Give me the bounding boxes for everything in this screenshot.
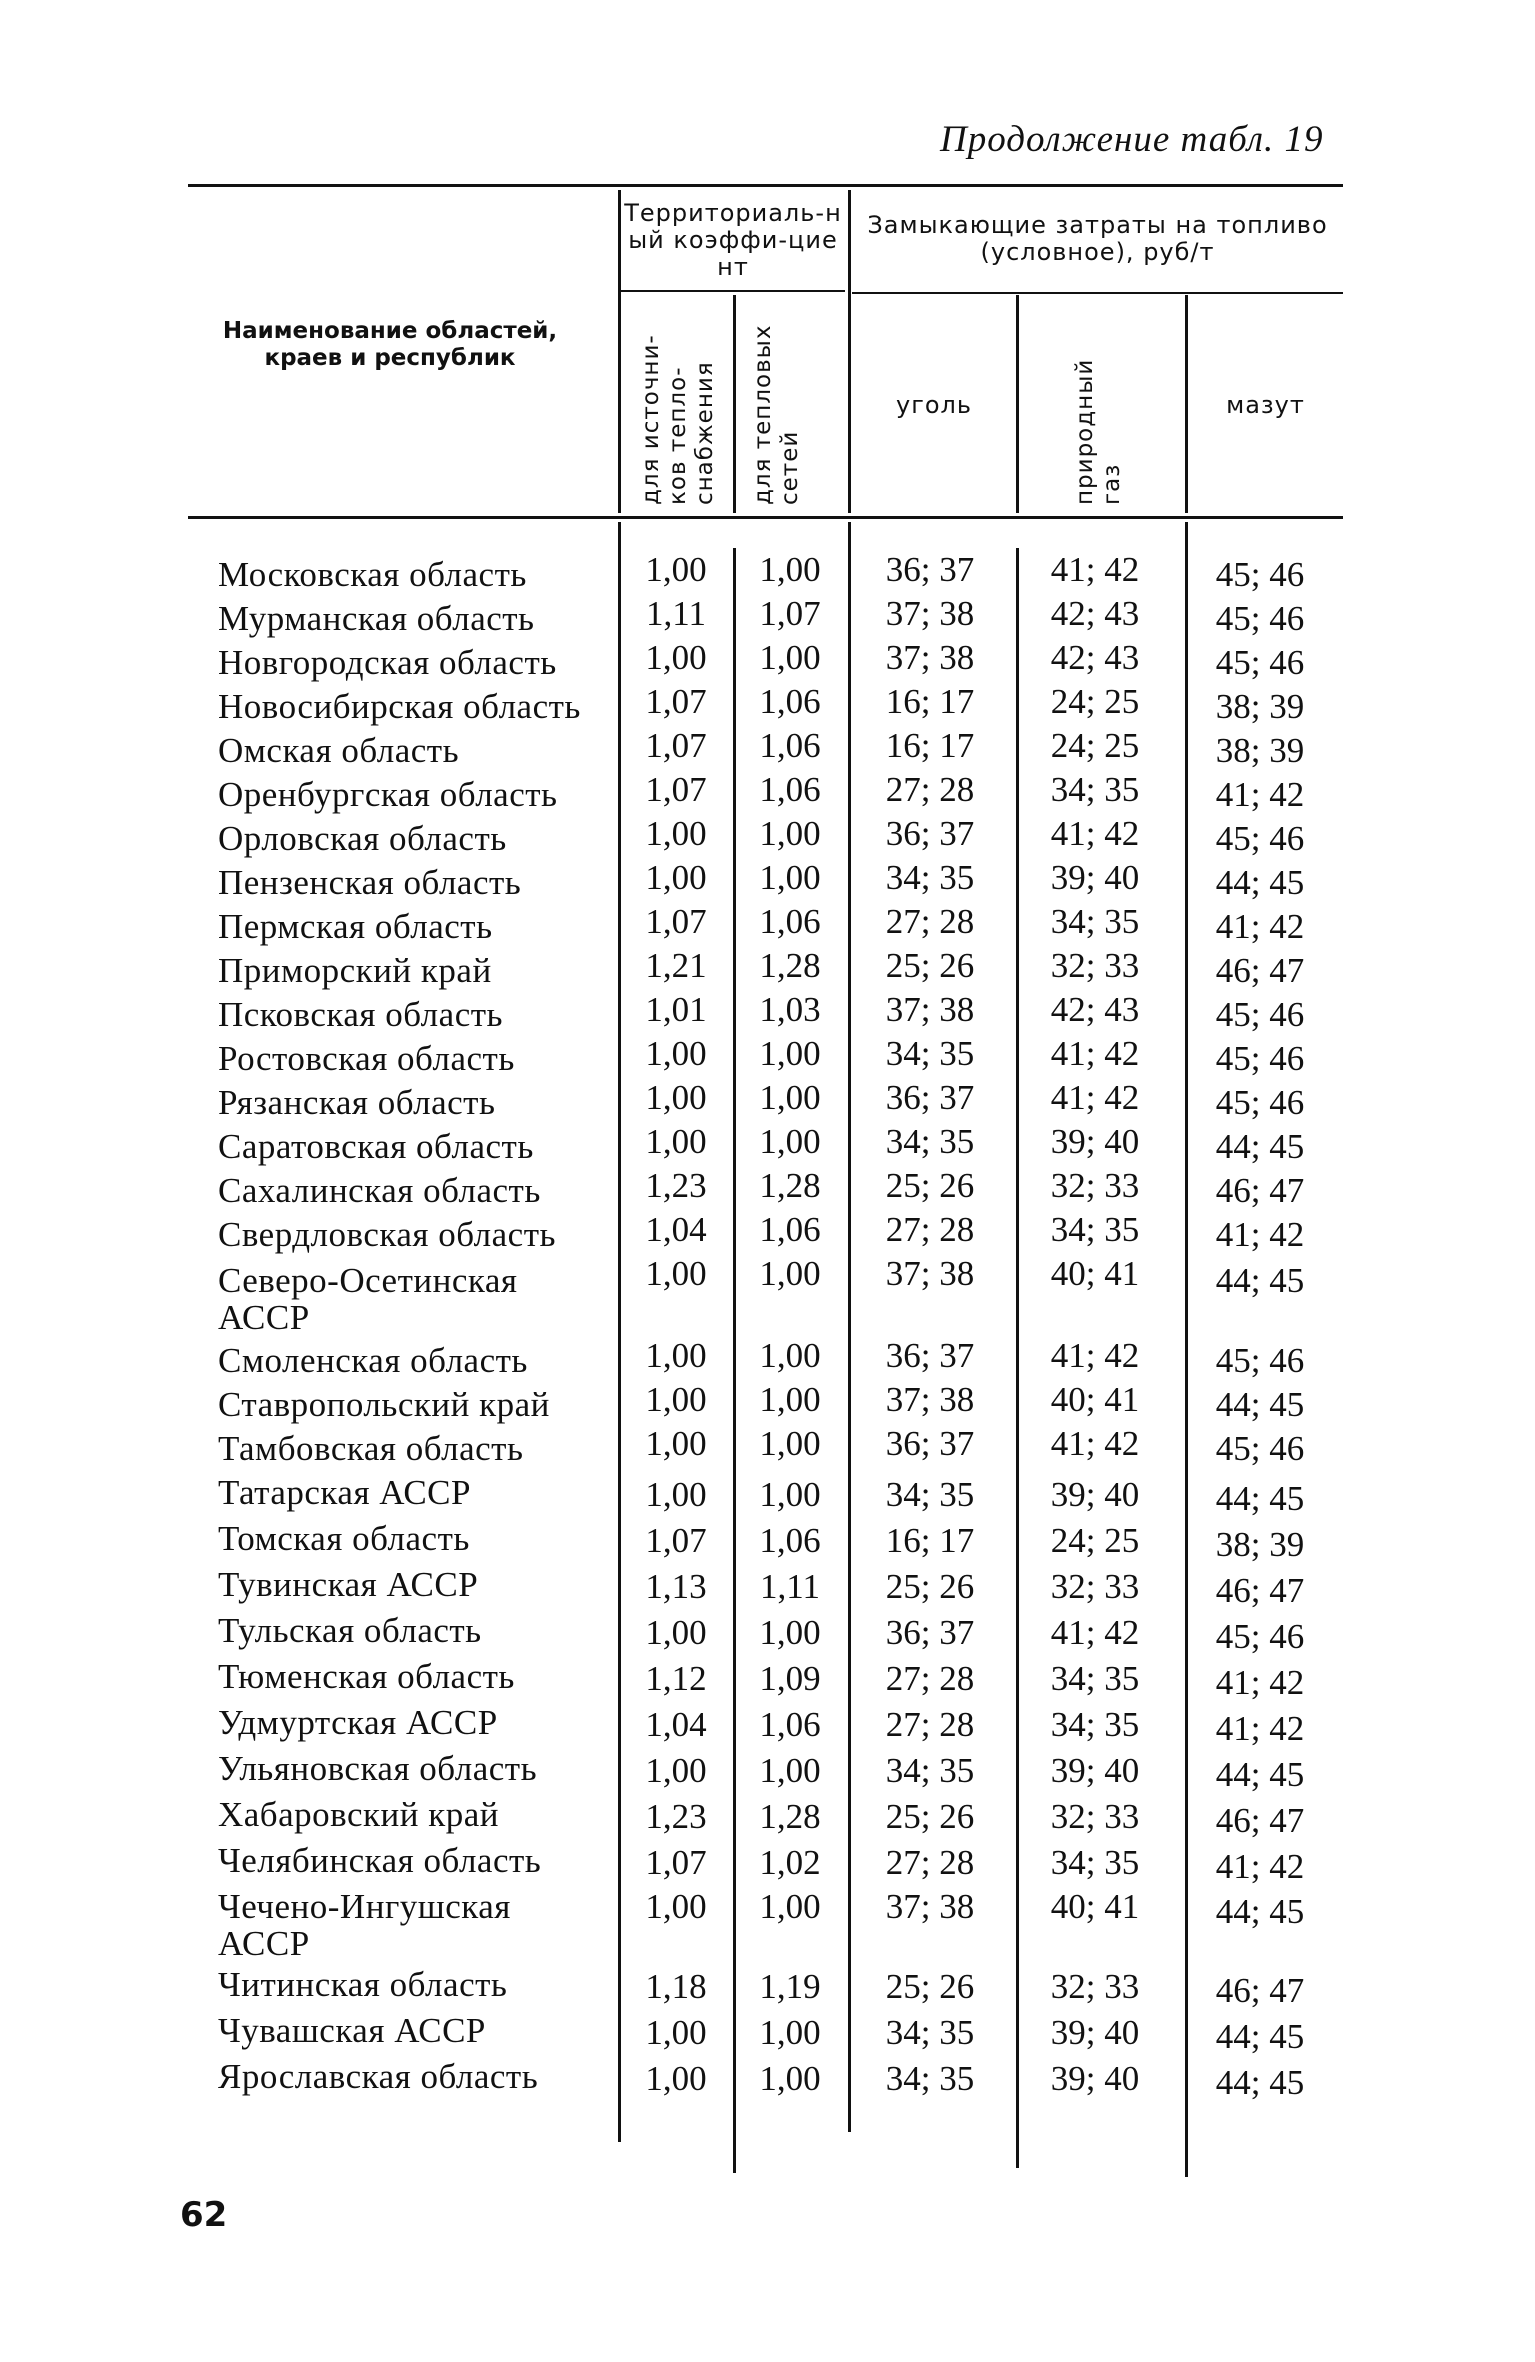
fuel-oil-cost: 38; 39	[1215, 731, 1305, 770]
fuel-oil-cost: 45; 46	[1215, 599, 1305, 638]
coal-cost: 27; 28	[885, 1210, 975, 1249]
fuel-oil-cost: 44; 45	[1215, 1755, 1305, 1794]
region-name: Ярославская область	[218, 2057, 539, 2096]
gas-cost: 34; 35	[1050, 1210, 1140, 1249]
coal-cost: 27; 28	[885, 1659, 975, 1698]
coef-networks: 1,00	[759, 858, 821, 897]
coef-networks: 1,09	[759, 1659, 821, 1698]
coef-sources: 1,21	[645, 946, 707, 985]
coef-sources: 1,00	[645, 1336, 707, 1375]
coef-sources: 1,23	[645, 1797, 707, 1836]
coef-networks: 1,06	[759, 902, 821, 941]
coef-networks: 1,19	[759, 1967, 821, 2006]
body-vline-4	[1016, 548, 1019, 2168]
coef-sources: 1,23	[645, 1166, 707, 1205]
coef-sources: 1,07	[645, 770, 707, 809]
coef-networks: 1,00	[759, 814, 821, 853]
coef-networks: 1,00	[759, 1751, 821, 1790]
fuel-oil-cost: 44; 45	[1215, 863, 1305, 902]
region-name: Омская область	[218, 731, 460, 770]
coef-sources: 1,00	[645, 1078, 707, 1117]
header-fuel-oil: мазут	[1226, 391, 1305, 419]
coal-cost: 27; 28	[885, 1843, 975, 1882]
region-name: Хабаровский край	[218, 1795, 499, 1834]
coef-sources: 1,00	[645, 1254, 707, 1293]
coal-cost: 16; 17	[885, 726, 975, 765]
header-name-col: Наименование областей, краев и республик	[222, 318, 558, 371]
coef-networks: 1,00	[759, 2059, 821, 2098]
coef-sources: 1,04	[645, 1705, 707, 1744]
coef-sources: 1,00	[645, 1424, 707, 1463]
coef-sources: 1,18	[645, 1967, 707, 2006]
fuel-oil-cost: 41; 42	[1215, 1215, 1305, 1254]
gas-cost: 41; 42	[1050, 550, 1140, 589]
coal-cost: 27; 28	[885, 902, 975, 941]
gas-cost: 42; 43	[1050, 594, 1140, 633]
gas-cost: 40; 41	[1050, 1887, 1140, 1926]
header-costs-group: Замыкающие затраты на топливо (условное), руб/т	[867, 211, 1328, 266]
region-name: Московская область	[218, 555, 527, 594]
region-name: Саратовская область	[218, 1127, 534, 1166]
coef-networks: 1,00	[759, 1475, 821, 1514]
coef-networks: 1,07	[759, 594, 821, 633]
region-name: Новгородская область	[218, 643, 557, 682]
coef-networks: 1,03	[759, 990, 821, 1029]
fuel-oil-cost: 44; 45	[1215, 2063, 1305, 2102]
coef-networks: 1,06	[759, 682, 821, 721]
region-name: Северо-Осетинская АССР	[218, 1261, 518, 1337]
gas-cost: 39; 40	[1050, 2059, 1140, 2098]
coef-sources: 1,00	[645, 1380, 707, 1419]
gas-cost: 34; 35	[1050, 1843, 1140, 1882]
gas-cost: 41; 42	[1050, 1078, 1140, 1117]
region-name: Челябинская область	[218, 1841, 542, 1880]
fuel-oil-cost: 44; 45	[1215, 1892, 1305, 1931]
coal-cost: 34; 35	[885, 858, 975, 897]
region-name: Приморский край	[218, 951, 492, 990]
gas-cost: 32; 33	[1050, 1567, 1140, 1606]
coef-sources: 1,11	[646, 594, 706, 633]
header-coef-networks: для тепловых сетей	[750, 324, 803, 505]
coal-cost: 16; 17	[885, 682, 975, 721]
coal-cost: 25; 26	[885, 1967, 975, 2006]
gas-cost: 24; 25	[1050, 1521, 1140, 1560]
gas-cost: 34; 35	[1050, 902, 1140, 941]
region-name: Томская область	[218, 1519, 470, 1558]
coef-sources: 1,00	[645, 550, 707, 589]
coef-networks: 1,00	[759, 1034, 821, 1073]
coef-sources: 1,00	[645, 1034, 707, 1073]
coef-networks: 1,02	[759, 1843, 821, 1882]
region-name: Сахалинская область	[218, 1171, 541, 1210]
gas-cost: 41; 42	[1050, 1034, 1140, 1073]
gas-cost: 39; 40	[1050, 858, 1140, 897]
region-name: Пензенская область	[218, 863, 522, 902]
gas-cost: 41; 42	[1050, 1613, 1140, 1652]
coal-cost: 36; 37	[885, 550, 975, 589]
coef-networks: 1,00	[759, 1254, 821, 1293]
coef-networks: 1,11	[760, 1567, 820, 1606]
coal-cost: 37; 38	[885, 1380, 975, 1419]
fuel-oil-cost: 38; 39	[1215, 687, 1305, 726]
fuel-oil-cost: 44; 45	[1215, 2017, 1305, 2056]
coal-cost: 36; 37	[885, 1336, 975, 1375]
region-name: Новосибирская область	[218, 687, 581, 726]
coal-cost: 34; 35	[885, 1122, 975, 1161]
coal-cost: 25; 26	[885, 1567, 975, 1606]
region-name: Псковская область	[218, 995, 503, 1034]
coef-networks: 1,00	[759, 1613, 821, 1652]
coef-sources: 1,00	[645, 638, 707, 677]
gas-cost: 24; 25	[1050, 726, 1140, 765]
region-name: Смоленская область	[218, 1341, 528, 1380]
region-name: Тамбовская область	[218, 1429, 524, 1468]
gas-cost: 32; 33	[1050, 1166, 1140, 1205]
coal-cost: 25; 26	[885, 946, 975, 985]
coef-sources: 1,07	[645, 902, 707, 941]
region-name: Мурманская область	[218, 599, 535, 638]
gas-cost: 39; 40	[1050, 1475, 1140, 1514]
coal-cost: 34; 35	[885, 1034, 975, 1073]
coef-sources: 1,00	[645, 1751, 707, 1790]
coal-cost: 34; 35	[885, 1751, 975, 1790]
coef-sources: 1,00	[645, 1613, 707, 1652]
region-name: Рязанская область	[218, 1083, 496, 1122]
fuel-oil-cost: 44; 45	[1215, 1127, 1305, 1166]
coal-cost: 37; 38	[885, 638, 975, 677]
coal-cost: 25; 26	[885, 1166, 975, 1205]
fuel-oil-cost: 46; 47	[1215, 1801, 1305, 1840]
coef-sources: 1,00	[645, 1887, 707, 1926]
region-name: Тувинская АССР	[218, 1565, 479, 1604]
coef-sources: 1,01	[645, 990, 707, 1029]
fuel-oil-cost: 46; 47	[1215, 1171, 1305, 1210]
coef-sources: 1,12	[645, 1659, 707, 1698]
fuel-oil-cost: 41; 42	[1215, 1709, 1305, 1748]
coal-cost: 37; 38	[885, 990, 975, 1029]
coef-sources: 1,00	[645, 814, 707, 853]
coal-cost: 37; 38	[885, 1254, 975, 1293]
coal-cost: 27; 28	[885, 1705, 975, 1744]
region-name: Читинская область	[218, 1965, 508, 2004]
region-name: Тюменская область	[218, 1657, 515, 1696]
fuel-oil-cost: 46; 47	[1215, 1571, 1305, 1610]
fuel-oil-cost: 41; 42	[1215, 1847, 1305, 1886]
fuel-oil-cost: 45; 46	[1215, 555, 1305, 594]
coal-cost: 25; 26	[885, 1797, 975, 1836]
region-name: Пермская область	[218, 907, 493, 946]
coef-sources: 1,00	[645, 2059, 707, 2098]
gas-cost: 41; 42	[1050, 1336, 1140, 1375]
coal-cost: 37; 38	[885, 1887, 975, 1926]
fuel-oil-cost: 46; 47	[1215, 951, 1305, 990]
header-coal: уголь	[896, 391, 972, 419]
coef-networks: 1,28	[759, 1797, 821, 1836]
region-name: Оренбургская область	[218, 775, 558, 814]
gas-cost: 32; 33	[1050, 946, 1140, 985]
gas-cost: 42; 43	[1050, 990, 1140, 1029]
body-vline-2	[733, 548, 736, 2173]
region-name: Татарская АССР	[218, 1473, 471, 1512]
coal-cost: 36; 37	[885, 1424, 975, 1463]
header-divider-costs	[852, 292, 1343, 294]
fuel-oil-cost: 45; 46	[1215, 995, 1305, 1034]
coal-cost: 36; 37	[885, 814, 975, 853]
region-name: Тульская область	[218, 1611, 482, 1650]
gas-cost: 39; 40	[1050, 2013, 1140, 2052]
fuel-oil-cost: 45; 46	[1215, 1429, 1305, 1468]
fuel-oil-cost: 41; 42	[1215, 775, 1305, 814]
gas-cost: 41; 42	[1050, 814, 1140, 853]
fuel-oil-cost: 45; 46	[1215, 1617, 1305, 1656]
coal-cost: 36; 37	[885, 1613, 975, 1652]
coef-networks: 1,00	[759, 1887, 821, 1926]
fuel-oil-cost: 41; 42	[1215, 907, 1305, 946]
gas-cost: 40; 41	[1050, 1380, 1140, 1419]
fuel-oil-cost: 44; 45	[1215, 1261, 1305, 1300]
coef-networks: 1,00	[759, 1424, 821, 1463]
gas-cost: 24; 25	[1050, 682, 1140, 721]
vline-3	[848, 190, 851, 513]
page-number: 62	[180, 2195, 228, 2235]
coal-cost: 34; 35	[885, 2013, 975, 2052]
region-name: Ростовская область	[218, 1039, 515, 1078]
region-name: Свердловская область	[218, 1215, 556, 1254]
coef-networks: 1,00	[759, 1122, 821, 1161]
fuel-oil-cost: 45; 46	[1215, 643, 1305, 682]
coef-sources: 1,00	[645, 1122, 707, 1161]
vline-1	[618, 190, 621, 513]
vline-2	[733, 295, 736, 513]
coef-networks: 1,00	[759, 2013, 821, 2052]
gas-cost: 34; 35	[1050, 770, 1140, 809]
gas-cost: 42; 43	[1050, 638, 1140, 677]
coef-networks: 1,28	[759, 1166, 821, 1205]
coef-sources: 1,00	[645, 858, 707, 897]
coef-networks: 1,06	[759, 726, 821, 765]
gas-cost: 32; 33	[1050, 1797, 1140, 1836]
coef-networks: 1,06	[759, 770, 821, 809]
fuel-oil-cost: 45; 46	[1215, 819, 1305, 858]
coef-sources: 1,07	[645, 682, 707, 721]
gas-cost: 34; 35	[1050, 1705, 1140, 1744]
region-name: Чечено-Ингушская АССР	[218, 1887, 511, 1963]
region-name: Ставропольский край	[218, 1385, 550, 1424]
body-vline-1	[618, 522, 621, 2142]
top-rule	[188, 184, 1343, 187]
table-caption: Продолжение табл. 19	[940, 119, 1324, 160]
vline-4	[1016, 295, 1019, 513]
coef-networks: 1,00	[759, 638, 821, 677]
coef-sources: 1,13	[645, 1567, 707, 1606]
coef-networks: 1,06	[759, 1210, 821, 1249]
coal-cost: 16; 17	[885, 1521, 975, 1560]
fuel-oil-cost: 44; 45	[1215, 1479, 1305, 1518]
region-name: Удмуртская АССР	[218, 1703, 498, 1742]
header-gas: природный газ	[1072, 358, 1125, 505]
coef-networks: 1,00	[759, 1078, 821, 1117]
region-name: Ульяновская область	[218, 1749, 538, 1788]
gas-cost: 39; 40	[1050, 1751, 1140, 1790]
body-vline-5	[1185, 522, 1188, 2177]
header-divider-coef	[620, 290, 845, 292]
coal-cost: 36; 37	[885, 1078, 975, 1117]
coef-networks: 1,00	[759, 1380, 821, 1419]
coef-sources: 1,07	[645, 1521, 707, 1560]
fuel-oil-cost: 45; 46	[1215, 1341, 1305, 1380]
region-name: Чувашская АССР	[218, 2011, 486, 2050]
coef-sources: 1,00	[645, 1475, 707, 1514]
coef-sources: 1,00	[645, 2013, 707, 2052]
fuel-oil-cost: 41; 42	[1215, 1663, 1305, 1702]
coal-cost: 37; 38	[885, 594, 975, 633]
coef-networks: 1,06	[759, 1705, 821, 1744]
coef-networks: 1,00	[759, 550, 821, 589]
fuel-oil-cost: 38; 39	[1215, 1525, 1305, 1564]
fuel-oil-cost: 45; 46	[1215, 1083, 1305, 1122]
gas-cost: 32; 33	[1050, 1967, 1140, 2006]
coef-networks: 1,28	[759, 946, 821, 985]
coal-cost: 27; 28	[885, 770, 975, 809]
fuel-oil-cost: 44; 45	[1215, 1385, 1305, 1424]
body-vline-3	[848, 522, 851, 2132]
fuel-oil-cost: 46; 47	[1215, 1971, 1305, 2010]
gas-cost: 39; 40	[1050, 1122, 1140, 1161]
header-coef-group: Территориаль-ный коэффи-циент	[624, 199, 842, 281]
gas-cost: 40; 41	[1050, 1254, 1140, 1293]
coef-networks: 1,06	[759, 1521, 821, 1560]
gas-cost: 34; 35	[1050, 1659, 1140, 1698]
coef-sources: 1,07	[645, 1843, 707, 1882]
coef-sources: 1,04	[645, 1210, 707, 1249]
coal-cost: 34; 35	[885, 1475, 975, 1514]
coal-cost: 34; 35	[885, 2059, 975, 2098]
region-name: Орловская область	[218, 819, 507, 858]
fuel-oil-cost: 45; 46	[1215, 1039, 1305, 1078]
coef-networks: 1,00	[759, 1336, 821, 1375]
header-coef-sources: для источни-ков тепло-снабжения	[638, 334, 718, 505]
header-bottom-rule	[188, 516, 1343, 519]
gas-cost: 41; 42	[1050, 1424, 1140, 1463]
coef-sources: 1,07	[645, 726, 707, 765]
